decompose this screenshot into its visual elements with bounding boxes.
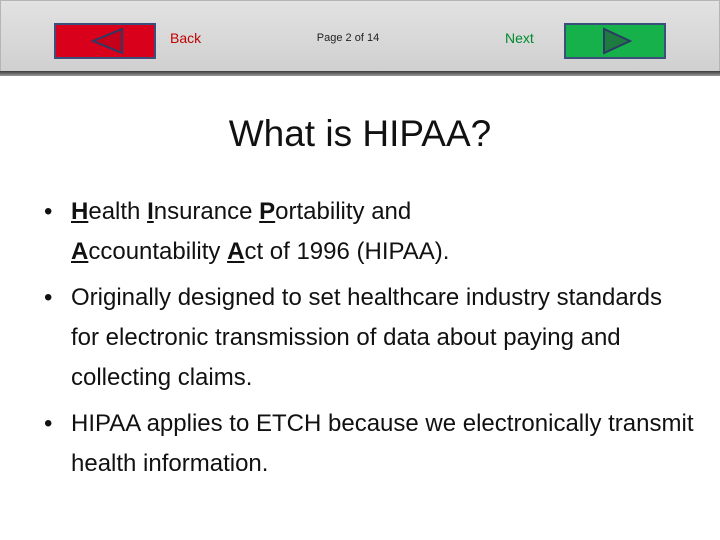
bullet-item-2 <box>44 278 694 398</box>
initial-i: I <box>147 198 154 225</box>
initial-p: P <box>259 198 276 225</box>
bullet-item-1 <box>44 192 694 272</box>
triangle-right-icon <box>566 25 664 57</box>
navigation-bar-shadow <box>0 71 720 76</box>
next-link[interactable]: Next <box>505 30 534 46</box>
bullet-dot: • <box>44 284 53 311</box>
bullet-list <box>44 192 694 490</box>
bullet1-text-1: ealth <box>88 198 148 225</box>
initial-a-2: A <box>227 238 245 265</box>
back-link[interactable]: Back <box>170 30 202 46</box>
bullet-dot: • <box>44 410 53 437</box>
bullet3-text: HIPAA applies to ETCH because we electronically transmit health information. <box>71 410 694 477</box>
bullet1-text-3: ortability and <box>275 198 412 225</box>
bullet1-text-2: nsurance <box>153 198 260 225</box>
bullet1-text-5: ct of 1996 (HIPAA). <box>244 238 450 265</box>
initial-a: A <box>71 238 89 265</box>
slide-title: What is HIPAA? <box>228 113 492 154</box>
bullet2-text: Originally designed to set healthcare industry standards for electronic transmission of data about paying and collecting claims. <box>71 284 662 391</box>
back-button[interactable] <box>54 23 156 59</box>
triangle-left-icon <box>56 25 154 57</box>
next-button[interactable] <box>564 23 666 59</box>
initial-h: H <box>71 198 89 225</box>
page-indicator: Page 2 of 14 <box>316 32 380 44</box>
bullet-item-3 <box>44 404 694 484</box>
bullet1-text-4: ccountability <box>88 238 228 265</box>
bullet-dot: • <box>44 198 53 225</box>
